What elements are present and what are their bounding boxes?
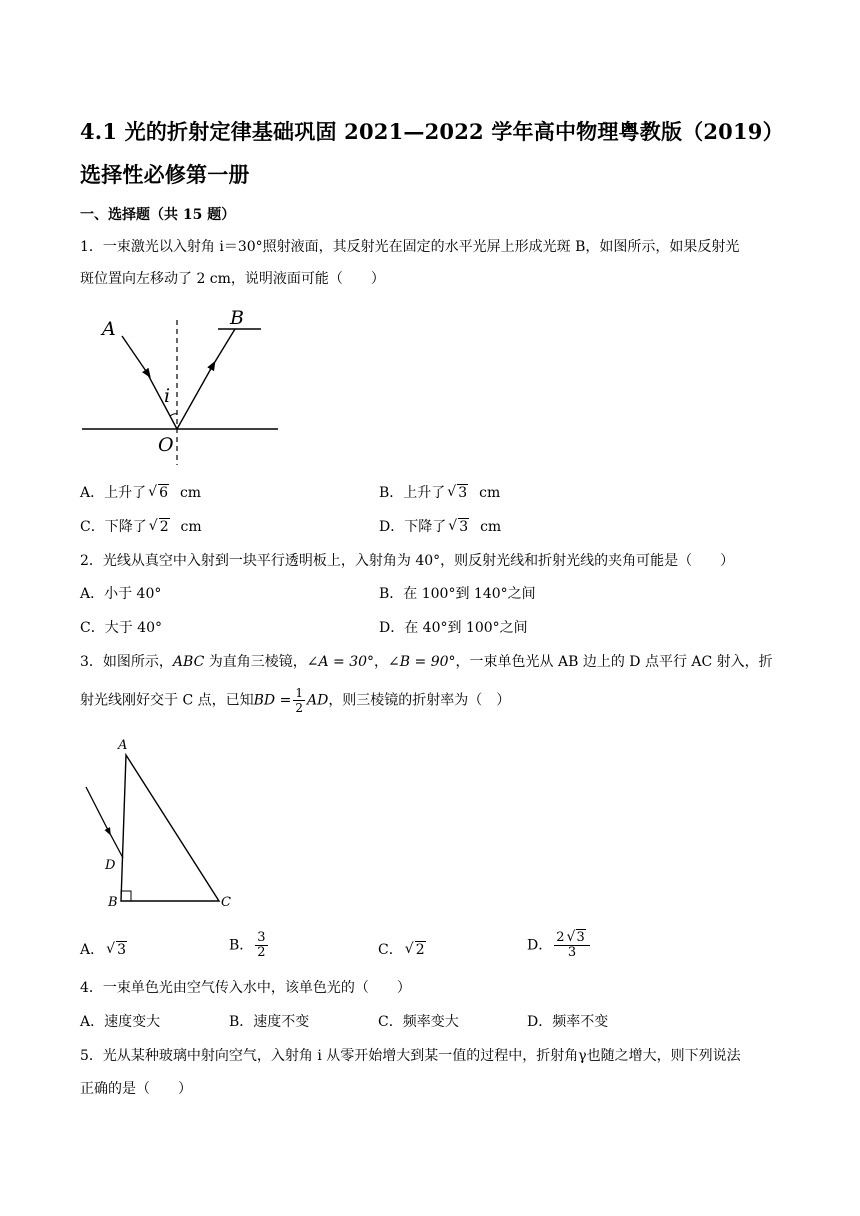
label-c: C [221, 895, 231, 910]
q3-option-c: C．√ 2 [378, 941, 428, 959]
incident-ray [107, 828, 123, 858]
label-d: D [105, 858, 116, 873]
label-i: i [164, 385, 171, 407]
angle-arc [170, 414, 177, 416]
q1-stem-line2: 斑位置向左移动了 2 cm，说明液面可能（ ） [80, 271, 385, 287]
q4-stem: 4．一束单色光由空气传入水中，该单色光的（ ） [80, 980, 411, 996]
q4-option-a: A．速度变大 [80, 1014, 161, 1030]
q2-stem: 2．光线从真空中入射到一块平行透明板上，入射角为 40°，则反射光线和折射光线的夹角可能是（ ） [80, 553, 735, 569]
q3-option-b: B． $\frac{3}{2}$ [229, 930, 266, 960]
q2-option-c: C．大于 40° [80, 620, 162, 636]
q3-option-a: A．√ 3 [80, 941, 129, 959]
q2-option-b: B．在 100°到 140°之间 [379, 586, 536, 602]
q5-stem-line2: 正确的是（ ） [80, 1081, 192, 1097]
label-b: B [230, 307, 244, 329]
q1-option-a: A．上升了√ 6 cm [80, 484, 201, 502]
reflected-ray-upper [210, 329, 235, 370]
section-heading: 一、选择题（共 15 题） [80, 207, 236, 223]
prism-triangle [121, 755, 219, 901]
incident-ray-lower [146, 371, 177, 429]
right-angle-mark [121, 891, 131, 901]
q1-option-c: C．下降了√ 2 cm [80, 518, 202, 536]
q4-option-b: B．速度不变 [229, 1014, 310, 1030]
q1-option-b: B．上升了√ 3 cm [379, 484, 500, 502]
incident-ray-arrow [86, 787, 109, 832]
q3-prism-figure [78, 735, 248, 915]
q5-stem-line1: 5．光从某种玻璃中射向空气，入射角 i 从零开始增大到某一值的过程中，折射角γ也随之增大，则下列说法 [80, 1048, 741, 1064]
q3-stem-line1: 3．如图所示，ABC 为直角三棱镜，∠A = 30°，∠B = 90°，一束单色光从 AB 边上的 D 点平行 AC 射入，折 [80, 654, 773, 670]
label-b: B [108, 895, 118, 910]
q1-figure [78, 300, 288, 470]
q4-option-c: C．频率变大 [378, 1014, 459, 1030]
q3-stem-line2: 射光线刚好交于 C 点，已知BD = $\frac{1}{2}$ AD，则三棱镜的折射率为（ ） [80, 686, 511, 715]
reflected-ray-lower [177, 365, 213, 429]
page-title-line2: 选择性必修第一册 [80, 162, 250, 187]
page-title: 4.1 光的折射定律基础巩固 2021—2022 学年高中物理粤教版（2019） [80, 119, 784, 144]
label-o: O [158, 434, 174, 456]
q2-option-a: A．小于 40° [80, 586, 162, 602]
q3-option-d: D． $\frac{2√ 3}{3}$ [527, 931, 592, 960]
q4-option-d: D．频率不变 [527, 1014, 609, 1030]
incident-ray-upper [122, 336, 148, 374]
q2-option-d: D．在 40°到 100°之间 [379, 620, 528, 636]
q1-stem-line1: 1．一束激光以入射角 i＝30°照射液面，其反射光在固定的水平光屏上形成光斑 B，如图所示，如果反射光 [80, 239, 740, 255]
q1-option-d: D．下降了√ 3 cm [379, 518, 501, 536]
label-a: A [118, 738, 128, 753]
label-a: A [102, 318, 116, 340]
